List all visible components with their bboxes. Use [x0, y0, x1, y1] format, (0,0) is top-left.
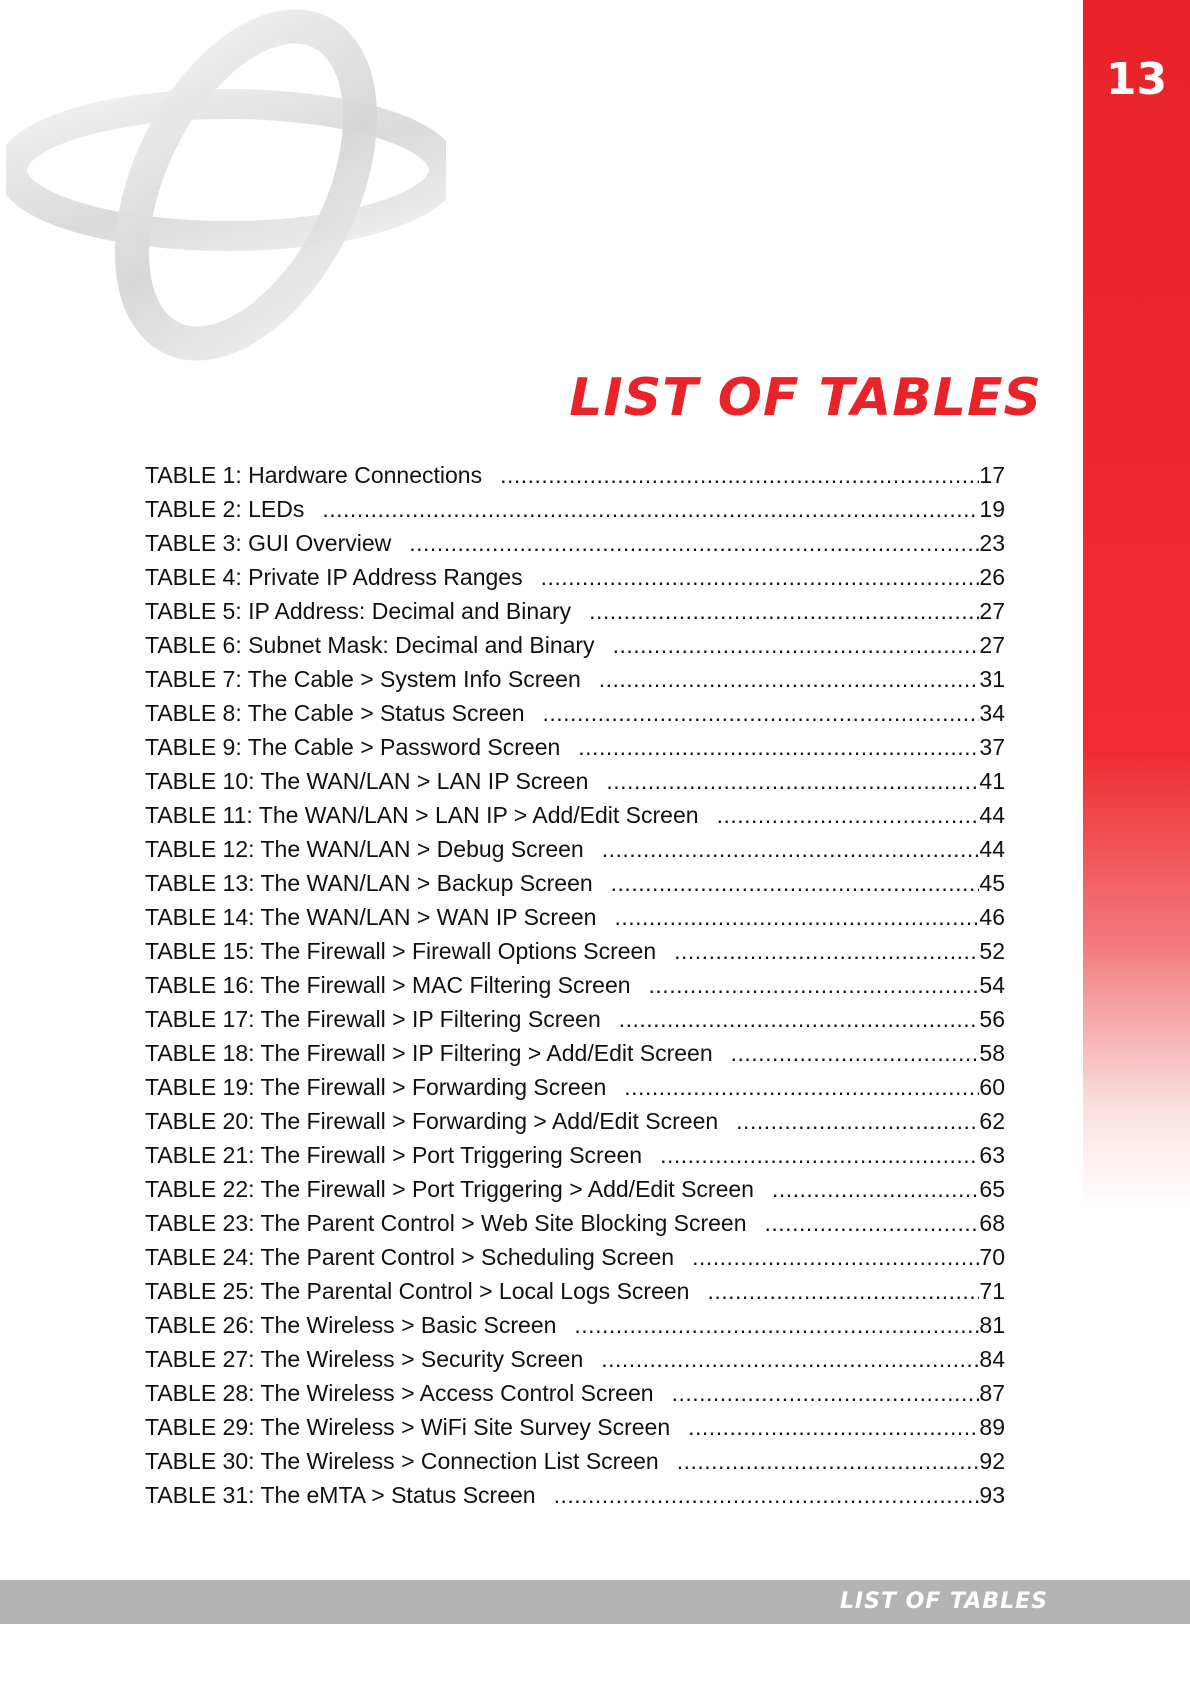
- toc-entry-label: TABLE 17: The Firewall > IP Filtering Screen: [145, 1006, 601, 1032]
- toc-entry-label: TABLE 1: Hardware Connections: [145, 462, 483, 488]
- toc-entry[interactable]: [145, 1142, 1005, 1176]
- toc-entry-label: TABLE 18: The Firewall > IP Filtering > Add/Edit Screen: [145, 1040, 713, 1066]
- toc-entry[interactable]: [145, 1448, 1005, 1482]
- dot-leader: [601, 1346, 979, 1373]
- toc-entry-page: 52: [979, 938, 1005, 964]
- dot-leader: [619, 1006, 980, 1033]
- toc-entry-label: TABLE 8: The Cable > Status Screen: [145, 700, 525, 726]
- toc-entry-label: TABLE 20: The Firewall > Forwarding > Add/Edit Screen: [145, 1108, 719, 1134]
- toc-entry-label: TABLE 24: The Parent Control > Scheduling Screen: [145, 1244, 675, 1270]
- toc-entry[interactable]: [145, 1312, 1005, 1346]
- dot-leader: [707, 1278, 979, 1305]
- page-number: 13: [1105, 54, 1168, 105]
- toc-entry-page: 17: [979, 462, 1005, 488]
- toc-entry-label: TABLE 28: The Wireless > Access Control Screen: [145, 1380, 654, 1406]
- toc-entry-page: 56: [979, 1006, 1005, 1032]
- dot-leader: [611, 870, 980, 897]
- dot-leader: [677, 1448, 980, 1475]
- dot-leader: [624, 1074, 979, 1101]
- dot-leader: [765, 1210, 980, 1237]
- toc-entry[interactable]: [145, 666, 1005, 700]
- dot-leader: [554, 1482, 980, 1509]
- toc-entry-label: TABLE 14: The WAN/LAN > WAN IP Screen: [145, 904, 597, 930]
- toc-entry-page: 84: [979, 1346, 1005, 1372]
- toc-entry-label: TABLE 2: LEDs: [145, 496, 305, 522]
- toc-entry-label: TABLE 12: The WAN/LAN > Debug Screen: [145, 836, 584, 862]
- toc-entry-page: 46: [979, 904, 1005, 930]
- toc-entry-page: 60: [979, 1074, 1005, 1100]
- toc-entry[interactable]: [145, 938, 1005, 972]
- toc-entry-page: 89: [979, 1414, 1005, 1440]
- toc-entry-page: 27: [979, 598, 1005, 624]
- toc-entry-label: TABLE 9: The Cable > Password Screen: [145, 734, 561, 760]
- toc-entry-page: 81: [979, 1312, 1005, 1338]
- toc-entry[interactable]: [145, 1108, 1005, 1142]
- toc-entry[interactable]: [145, 1074, 1005, 1108]
- toc-entry[interactable]: [145, 1040, 1005, 1074]
- toc-entry-label: TABLE 11: The WAN/LAN > LAN IP > Add/Edit Screen: [145, 802, 699, 828]
- dot-leader: [717, 802, 980, 829]
- toc-entry[interactable]: [145, 530, 1005, 564]
- toc-entry[interactable]: [145, 1210, 1005, 1244]
- toc-entry[interactable]: [145, 768, 1005, 802]
- toc-entry[interactable]: [145, 462, 1005, 496]
- toc-entry-page: 63: [979, 1142, 1005, 1168]
- toc-entry-page: 62: [979, 1108, 1005, 1134]
- toc-entry-label: TABLE 21: The Firewall > Port Triggering Screen: [145, 1142, 643, 1168]
- toc-entry-page: 27: [979, 632, 1005, 658]
- toc-entry[interactable]: [145, 1006, 1005, 1040]
- toc-entry[interactable]: [145, 1414, 1005, 1448]
- dot-leader: [660, 1142, 979, 1169]
- toc-entry-page: 92: [979, 1448, 1005, 1474]
- toc-entry-label: TABLE 7: The Cable > System Info Screen: [145, 666, 581, 692]
- toc-entry-label: TABLE 29: The Wireless > WiFi Site Survey Screen: [145, 1414, 671, 1440]
- dot-leader: [649, 972, 980, 999]
- toc-entry-label: TABLE 19: The Firewall > Forwarding Screen: [145, 1074, 607, 1100]
- toc-entry-page: 58: [979, 1040, 1005, 1066]
- toc-entry-label: TABLE 4: Private IP Address Ranges: [145, 564, 523, 590]
- toc-entry-label: TABLE 16: The Firewall > MAC Filtering Screen: [145, 972, 631, 998]
- toc-entry-label: TABLE 6: Subnet Mask: Decimal and Binary: [145, 632, 595, 658]
- toc-entry[interactable]: [145, 564, 1005, 598]
- dot-leader: [613, 632, 980, 659]
- toc-entry[interactable]: [145, 496, 1005, 530]
- toc-entry-page: 19: [979, 496, 1005, 522]
- dot-leader: [543, 700, 980, 727]
- toc-entry-page: 23: [979, 530, 1005, 556]
- toc-entry-label: TABLE 15: The Firewall > Firewall Options Screen: [145, 938, 657, 964]
- toc-entry-page: 65: [979, 1176, 1005, 1202]
- dot-leader: [578, 734, 979, 761]
- toc-entry-page: 37: [979, 734, 1005, 760]
- toc-entry[interactable]: [145, 802, 1005, 836]
- dot-leader: [731, 1040, 980, 1067]
- dot-leader: [614, 904, 979, 931]
- toc-entry-page: 54: [979, 972, 1005, 998]
- toc-entry-page: 26: [979, 564, 1005, 590]
- toc-entry-page: 68: [979, 1210, 1005, 1236]
- toc-entry-page: 70: [979, 1244, 1005, 1270]
- toc-entry[interactable]: [145, 598, 1005, 632]
- toc-entry-label: TABLE 22: The Firewall > Port Triggering > Add/Edit Screen: [145, 1176, 754, 1202]
- toc-entry[interactable]: [145, 1380, 1005, 1414]
- toc-entry-label: TABLE 31: The eMTA > Status Screen: [145, 1482, 536, 1508]
- toc-entry-label: TABLE 3: GUI Overview: [145, 530, 392, 556]
- dot-leader: [688, 1414, 979, 1441]
- toc-entry-label: TABLE 23: The Parent Control > Web Site Blocking Screen: [145, 1210, 747, 1236]
- dot-leader: [500, 462, 979, 489]
- orbit-logo-icon: [6, 8, 446, 368]
- table-of-contents: [145, 462, 1005, 1516]
- toc-entry[interactable]: [145, 632, 1005, 666]
- toc-entry[interactable]: [145, 972, 1005, 1006]
- toc-entry-label: TABLE 25: The Parental Control > Local Logs Screen: [145, 1278, 690, 1304]
- toc-entry-page: 45: [979, 870, 1005, 896]
- toc-entry-label: TABLE 10: The WAN/LAN > LAN IP Screen: [145, 768, 589, 794]
- toc-entry-label: TABLE 5: IP Address: Decimal and Binary: [145, 598, 572, 624]
- toc-entry-page: 87: [979, 1380, 1005, 1406]
- toc-entry[interactable]: [145, 1482, 1005, 1516]
- dot-leader: [541, 564, 980, 591]
- dot-leader: [606, 768, 979, 795]
- dot-leader: [589, 598, 979, 625]
- dot-leader: [672, 1380, 980, 1407]
- dot-leader: [692, 1244, 979, 1271]
- toc-entry-label: TABLE 13: The WAN/LAN > Backup Screen: [145, 870, 593, 896]
- toc-entry[interactable]: [145, 734, 1005, 768]
- dot-leader: [409, 530, 979, 557]
- dot-leader: [599, 666, 980, 693]
- dot-leader: [602, 836, 980, 863]
- page-title: LIST OF TABLES: [569, 368, 1042, 428]
- footer-section-label: LIST OF TABLES: [839, 1589, 1048, 1614]
- toc-entry[interactable]: [145, 1346, 1005, 1380]
- toc-entry[interactable]: [145, 1244, 1005, 1278]
- toc-entry-page: 44: [979, 802, 1005, 828]
- dot-leader: [322, 496, 979, 523]
- toc-entry[interactable]: [145, 870, 1005, 904]
- toc-entry-label: TABLE 26: The Wireless > Basic Screen: [145, 1312, 557, 1338]
- toc-entry-label: TABLE 30: The Wireless > Connection List Screen: [145, 1448, 659, 1474]
- toc-entry-page: 71: [979, 1278, 1005, 1304]
- toc-entry-page: 93: [979, 1482, 1005, 1508]
- toc-entry-page: 41: [979, 768, 1005, 794]
- dot-leader: [736, 1108, 979, 1135]
- toc-entry[interactable]: [145, 836, 1005, 870]
- toc-entry[interactable]: [145, 700, 1005, 734]
- toc-entry-page: 44: [979, 836, 1005, 862]
- toc-entry[interactable]: [145, 1278, 1005, 1312]
- toc-entry-page: 31: [979, 666, 1005, 692]
- toc-entry[interactable]: [145, 904, 1005, 938]
- toc-entry-page: 34: [979, 700, 1005, 726]
- dot-leader: [674, 938, 979, 965]
- toc-entry-label: TABLE 27: The Wireless > Security Screen: [145, 1346, 584, 1372]
- chapter-side-band: [1083, 0, 1190, 1210]
- dot-leader: [574, 1312, 979, 1339]
- toc-entry[interactable]: [145, 1176, 1005, 1210]
- dot-leader: [772, 1176, 979, 1203]
